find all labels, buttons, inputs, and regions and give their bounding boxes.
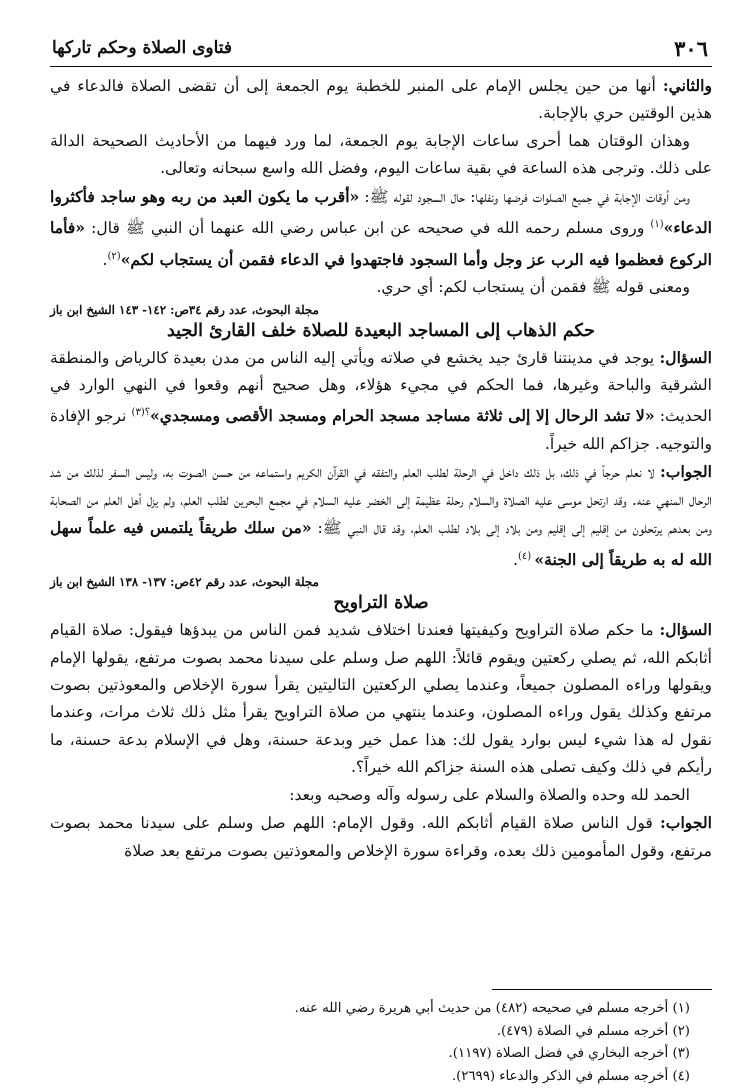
section-heading: صلاة التراويح (333, 593, 429, 614)
answer-label: الجواب: (660, 813, 712, 833)
paragraph-text: . (102, 250, 108, 269)
footnote-ref: ؟(٣) (131, 407, 151, 419)
paragraph-text: يوجد في مدينتنا قارئ جيد يخشع في صلاته ويأتي إليه الناس من مدن بعيدة كالرياض والمنطقة الشرقية والباحة وغيرها، فما الحكم في مجيء هؤلاء، وهل صحيح أنهم وقعوا في النهي الوارد في الحديث: (50, 348, 712, 426)
hadith-quote: «فأما الركوع فعظموا فيه الرب عز وجل وأما السجود فاجتهدوا في الدعاء فقمن أن يستجاب لكم» (50, 218, 712, 269)
footnote: (١) أخرجه مسلم في صحيحه (٤٨٢) من حديث أبي هريرة رضي الله عنه. (294, 1001, 690, 1016)
answer-label: الجواب: (660, 462, 712, 482)
source-citation: مجلة البحوث، عدد رقم ٣٤ص: ١٤٢- ١٤٣ الشيخ ابن باز (50, 302, 319, 317)
footnote-ref: (٢) (107, 250, 121, 262)
question-paragraph (50, 616, 712, 781)
question-paragraph (50, 344, 712, 459)
hadith-quote: «أقرب ما يكون العبد من ربه وهو ساجد فأكثروا الدعاء» (50, 186, 712, 238)
paragraph-text: قول الناس صلاة القيام أثابكم الله. وقول الإمام: اللهم صل وسلم على سيدنا محمد بصوت مرتفع، وقول المأمومين ذلك بعده، وقراءة سورة الإخلاص والمعوذتين بصوت مرتفع بعد صلاة (50, 814, 712, 860)
paragraph-text: أنها من حين يجلس الإمام على المنبر للخطبة يوم الجمعة إلى أن تقضى الصلاة فالدعاء في هذين الوقتين حري بالإجابة. (50, 77, 712, 123)
section-heading: حكم الذهاب إلى المساجد البعيدة للصلاة خلف القارئ الجيد (167, 320, 595, 341)
paragraph-text: وروى مسلم رحمه الله في صحيحه عن ابن عباس رضي الله عنهما أن النبي ﷺ قال: (85, 219, 651, 238)
page-body (50, 72, 712, 865)
page-number: ٣٠٦ (674, 36, 708, 61)
question-label: السؤال: (659, 620, 712, 640)
footnote-ref: (١) (650, 219, 664, 231)
paragraph-text: . (513, 550, 519, 569)
footnote-separator (492, 989, 712, 990)
book-title: فتاوى الصلاة وحكم تاركها (52, 38, 233, 58)
paragraph-second-time (50, 72, 712, 128)
paragraph-text: نرجو الإفادة والتوجيه. جزاكم الله خيراً. (50, 407, 712, 454)
paragraph-sujood (50, 183, 712, 275)
footnote-ref: (٤) (518, 550, 535, 562)
hadith-quote: «لا تشد الرحال إلا إلى ثلاثة مساجد مسجد الحرام ومسجد الأقصى ومسجدي» (150, 406, 655, 426)
paragraph-text: ومن أوقات الإجابة في جميع الصلوات فرضها ونفلها: حال السجود لقوله ﷺ: (359, 187, 690, 206)
paragraph-meaning: ومعنى قوله ﷺ فقمن أن يستجاب لكم: أي حري. (376, 278, 690, 297)
footnote: (٤) أخرجه مسلم في الذكر والدعاء (٢٦٩٩). (451, 1068, 690, 1084)
running-header (50, 32, 712, 67)
paragraph-text: ما حكم صلاة التراويح وكيفيتها فعندنا اختلاف شديد فمن الناس من يبدؤها فيقول: صلاة القيام أثابكم الله، ثم يصلي ركعتين ويقوم قائلاً: اللهم صل وسلم على سيدنا محمد بصوت مرتفع، يقولها الإمام ويقولها وراءه المصلون جميعاً، وعندما يصلي الركعتين التاليتين يقرأ سورة الإخلاص والمعوذتين بصوت مرتفع وكذلك يقول وراءه المصلون، وعندما ينتهي من صلاة التراويح يقرأ مثل ذلك ثلاث مرات، وعندما نقول له هذا شيء ليس بوارد يقول لك: هذا عمل خير وبدعة حسنة، وهل في الإسلام بدعة حسنة، ما رأيكم في ذلك وكيف تصلى هذه السنة جزاكم الله خيراً؟. (50, 621, 712, 777)
paragraph-lead: والثاني: (662, 76, 712, 95)
source-citation: مجلة البحوث، عدد رقم ٤٢ص: ١٣٧- ١٣٨ الشيخ ابن باز (50, 575, 319, 590)
book-page (50, 32, 712, 1084)
footnotes (50, 998, 690, 1088)
praise-paragraph: الحمد لله وحده والصلاة والسلام على رسوله وآله وصحبه وبعد: (289, 785, 690, 804)
hadith-quote: «من سلك طريقاً يلتمس فيه علماً سهل الله له به طريقاً إلى الجنة» (50, 518, 712, 569)
footnote: (٣) أخرجه البخاري في فضل الصلاة (١١٩٧). (448, 1046, 690, 1061)
answer-paragraph (50, 458, 712, 574)
footnote: (٢) أخرجه مسلم في الصلاة (٤٧٩). (496, 1023, 690, 1039)
answer-paragraph (50, 809, 712, 865)
paragraph-two-times: وهذان الوقتان هما أحرى ساعات الإجابة يوم الجمعة، لما ورد فيهما من الأحاديث الصحيحة الدالة على ذلك. وترجى هذه الساعة في بقية ساعات اليوم، وفضل الله واسع سبحانه وتعالى. (50, 131, 712, 178)
question-label: السؤال: (659, 347, 712, 367)
paragraph-text: لا نعلم حرجاً في ذلك، بل ذلك داخل في الرحلة لطلب العلم والتفقه في القرآن الكريم واستماعه من حسن الصوت به، وليس السفر لذلك من شد الرحال المنهي عنه. وقد ارتحل موسى عليه الصلاة والسلام رحلة عظيمة إلى الخضر عليه السلام في مجمع البحرين لطلب العلم، ولم يزل أهل العلم من الصحابة ومن بعدهم يرتحلون من إقليم إلى إقليم ومن بلاد إلى بلاد لطلب العلم، وقد قال النبي ﷺ: (50, 463, 712, 538)
